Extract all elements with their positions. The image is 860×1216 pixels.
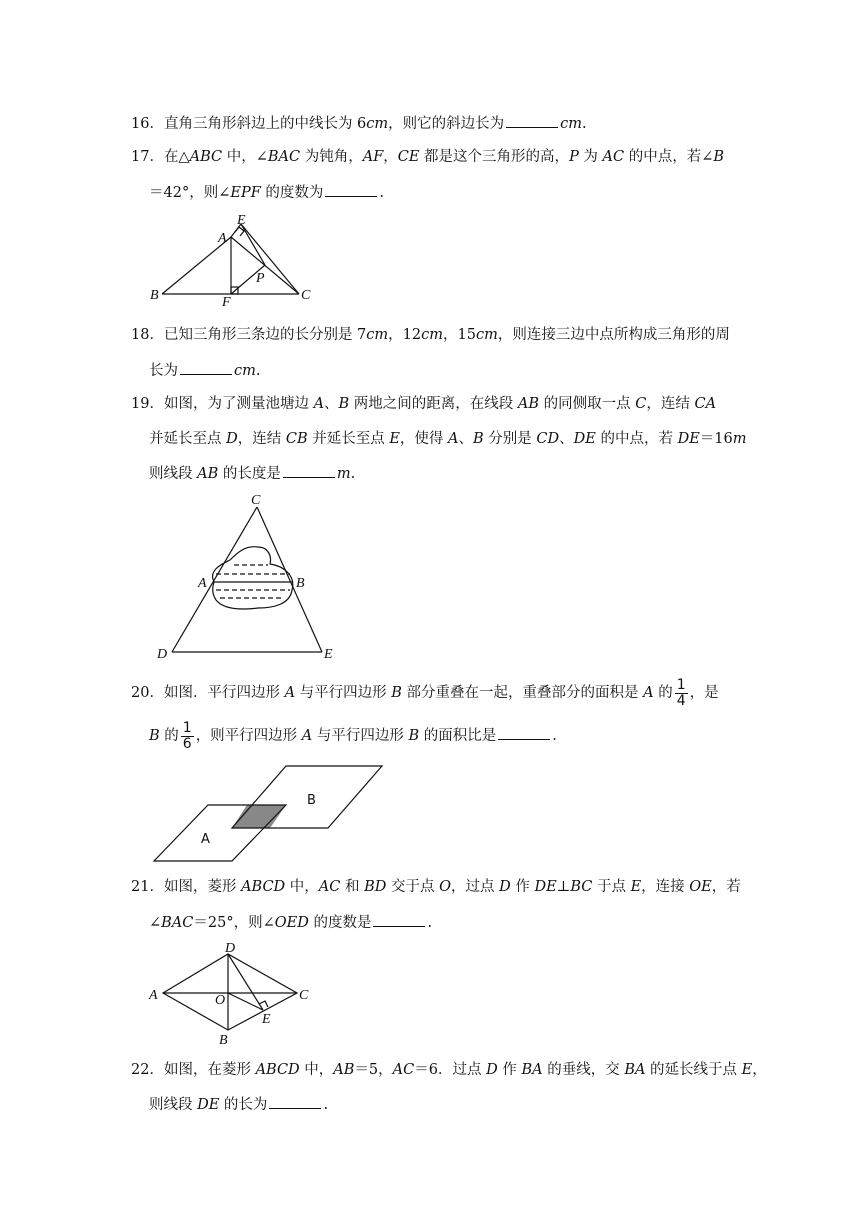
question-19-line-3 — [149, 463, 355, 484]
question-22-line-1 — [131, 1060, 767, 1080]
label-b: B — [296, 576, 305, 591]
q20-text: 20．如图．平行四边形 — [131, 685, 285, 701]
q21-text: 于点 — [592, 879, 631, 895]
q19-text: 并延长至点 — [149, 431, 227, 447]
var: CA — [694, 396, 717, 412]
numerator: 1 — [182, 719, 192, 736]
period: . — [427, 915, 433, 931]
q19-text: 的中点，若 — [595, 431, 678, 447]
var: DE — [534, 879, 557, 895]
unit-cm: cm — [421, 327, 443, 343]
var: B — [338, 396, 350, 412]
q20-text: 的 — [653, 685, 673, 701]
q19-text: 则线段 — [149, 466, 198, 482]
question-20-line-1 — [131, 676, 719, 710]
answer-blank[interactable] — [283, 463, 335, 478]
period: . — [582, 116, 587, 132]
var: A — [448, 431, 459, 447]
fraction-one-sixth — [181, 721, 194, 752]
q18-text: 18．已知三角形三条边的长分别是 7 — [131, 327, 367, 343]
var: D — [486, 1062, 498, 1078]
label-a: A — [198, 576, 207, 591]
denominator: 6 — [182, 735, 192, 752]
var: D — [499, 879, 511, 895]
q17-text: 的度数为 — [260, 185, 324, 201]
q19-text: 19．如图，为了测量池塘边 — [131, 396, 314, 412]
var: D — [226, 431, 238, 447]
label-b: B — [219, 1033, 228, 1048]
q22-text: 作 — [497, 1062, 522, 1078]
q22-text: ， — [752, 1062, 767, 1078]
q22-text: 的延长线于点 — [645, 1062, 742, 1078]
var: DE — [677, 431, 700, 447]
var: A — [284, 685, 296, 701]
answer-blank[interactable] — [325, 182, 377, 197]
denominator: 4 — [676, 692, 686, 709]
label-a: A — [218, 231, 227, 246]
unit-cm: cm — [234, 363, 256, 379]
q21-text: ＝25°，则∠ — [193, 915, 275, 931]
q19-text: ，使得 — [399, 431, 449, 447]
unit-cm: cm — [366, 116, 389, 132]
question-18-line-1 — [131, 325, 730, 345]
q19-text: 的长度是 — [218, 466, 281, 482]
q17-text: ， — [383, 149, 398, 165]
segment-cd — [172, 507, 257, 652]
q19-text: 、 — [324, 396, 339, 412]
question-18-line-2 — [149, 360, 260, 381]
question-16 — [131, 113, 587, 134]
var: E — [741, 1062, 753, 1078]
var: B — [391, 685, 402, 701]
label-a: A — [201, 832, 210, 847]
q20-text: ，则平行四边形 — [195, 728, 302, 744]
q17-text: 为 — [578, 149, 603, 165]
q22-text: 的长为 — [219, 1097, 268, 1113]
q17-triangle-figure — [145, 212, 320, 307]
q19-text: 的同侧取一点 — [539, 396, 636, 412]
label-b: B — [307, 793, 316, 808]
label-p: P — [256, 271, 265, 286]
question-21-line-1 — [131, 877, 741, 897]
var: BA — [624, 1062, 646, 1078]
label-c: C — [299, 988, 309, 1003]
label-d: D — [225, 941, 236, 956]
q22-text: 则线段 — [149, 1097, 198, 1113]
rhombus-abcd — [163, 954, 297, 1030]
q20-text: ，是 — [689, 685, 719, 701]
q21-text: ∠ — [149, 915, 162, 931]
pond-outline — [213, 547, 293, 609]
answer-blank[interactable] — [373, 912, 425, 927]
right-angle-mark-e — [235, 227, 244, 236]
var: B — [408, 728, 420, 744]
var: ABCD — [255, 1062, 300, 1078]
q21-text: 21．如图，菱形 — [131, 879, 242, 895]
question-22-line-2 — [149, 1094, 328, 1115]
var: O — [439, 879, 451, 895]
segment-ec — [241, 224, 299, 294]
q21-text: 作 — [510, 879, 535, 895]
label-e: E — [237, 213, 246, 228]
var: EPF — [230, 185, 261, 201]
label-f: F — [222, 295, 231, 307]
var: AB — [517, 396, 540, 412]
q19-text: 、 — [559, 431, 574, 447]
q22-text: 的垂线，交 — [542, 1062, 625, 1078]
q22-text: ＝6．过点 — [414, 1062, 487, 1078]
overlap-region — [232, 805, 286, 828]
var: C — [635, 396, 647, 412]
var: ABCD — [241, 879, 286, 895]
q20-text: 的 — [159, 728, 179, 744]
answer-blank[interactable] — [498, 725, 550, 740]
q20-parallelograms-figure — [150, 762, 390, 866]
var: BC — [570, 879, 593, 895]
q22-text: 22．如图，在菱形 — [131, 1062, 256, 1078]
q20-text: 的面积比是 — [419, 728, 497, 744]
question-19-line-1 — [131, 394, 716, 414]
question-17-line-2 — [149, 182, 384, 203]
var: CB — [285, 431, 308, 447]
var: E — [389, 431, 400, 447]
q17-text: 中，∠ — [222, 149, 268, 165]
q19-text: 、 — [458, 431, 474, 447]
label-c: C — [301, 288, 311, 303]
q22-text: 中， — [299, 1062, 334, 1078]
period: . — [350, 466, 356, 482]
q18-text: 长为 — [149, 363, 178, 379]
q19-text: 并延长至点 — [307, 431, 390, 447]
q21-text: ，连接 — [641, 879, 690, 895]
var: CD — [536, 431, 560, 447]
question-19-line-2 — [149, 429, 746, 449]
var: CE — [397, 149, 420, 165]
var: A — [301, 728, 313, 744]
q18-text: ，15 — [443, 327, 476, 343]
q16-text: 16．直角三角形斜边上的中线长为 6 — [131, 116, 367, 132]
period: . — [552, 728, 557, 744]
question-21-line-2 — [149, 912, 432, 933]
q21-text: 交于点 — [386, 879, 440, 895]
var: AC — [392, 1062, 415, 1078]
q21-text: ，过点 — [450, 879, 500, 895]
question-17-line-1 — [131, 147, 724, 167]
unit-cm: cm — [560, 116, 583, 132]
q19-text: 两地之间的距离，在线段 — [349, 396, 518, 412]
answer-blank[interactable] — [269, 1094, 321, 1109]
q20-text: 与平行四边形 — [295, 685, 392, 701]
var: BAC — [267, 149, 301, 165]
q21-text: 的度数是 — [308, 915, 372, 931]
answer-blank[interactable] — [180, 360, 232, 375]
answer-blank[interactable] — [506, 113, 558, 128]
q22-text: ＝5， — [354, 1062, 393, 1078]
question-20-line-2 — [149, 719, 557, 753]
unit-cm: cm — [366, 327, 389, 343]
q21-text: 中， — [285, 879, 319, 895]
var: BD — [364, 879, 387, 895]
label-e: E — [324, 647, 333, 662]
var: B — [713, 149, 725, 165]
fraction-one-quarter — [675, 678, 688, 709]
var: A — [313, 396, 325, 412]
var: ABC — [189, 149, 223, 165]
var: P — [569, 149, 579, 165]
q21-text: ⊥ — [556, 879, 571, 895]
var: AC — [602, 149, 625, 165]
label-c: C — [251, 493, 261, 508]
segment-ce — [257, 507, 322, 652]
segment-ep — [241, 224, 265, 265]
q19-text: ＝16 — [699, 431, 733, 447]
q21-text: 和 — [340, 879, 365, 895]
label-b: B — [150, 288, 159, 303]
q21-text: ，若 — [711, 879, 741, 895]
q20-text: 与平行四边形 — [312, 728, 409, 744]
period: . — [323, 1097, 329, 1113]
var: B — [149, 728, 160, 744]
var: A — [643, 685, 654, 701]
var: OED — [274, 915, 309, 931]
q18-text: ，12 — [388, 327, 422, 343]
var: DE — [573, 431, 596, 447]
q19-pond-figure — [150, 490, 350, 662]
var: E — [630, 879, 642, 895]
q21-rhombus-figure — [145, 938, 315, 1048]
var: BAC — [161, 915, 194, 931]
var: BA — [521, 1062, 543, 1078]
period: . — [255, 363, 261, 379]
var: AF — [362, 149, 384, 165]
var: OE — [689, 879, 712, 895]
var: AB — [333, 1062, 355, 1078]
q17-text: ＝42°，则∠ — [149, 185, 231, 201]
label-o: O — [215, 993, 226, 1008]
q17-text: 的中点，若∠ — [624, 149, 714, 165]
period: . — [379, 185, 384, 201]
unit-cm: cm — [475, 327, 498, 343]
label-d: D — [157, 647, 168, 662]
unit-m: m — [732, 431, 747, 447]
q17-text: 为钝角， — [300, 149, 363, 165]
q16-text-2: ，则它的斜边长为 — [388, 116, 505, 132]
q17-text: 17．在△ — [131, 149, 190, 165]
var: B — [473, 431, 484, 447]
label-a: A — [149, 988, 158, 1003]
numerator: 1 — [676, 676, 686, 693]
q18-text: ，则连接三边中点所构成三角形的周 — [497, 327, 730, 343]
var: AC — [318, 879, 341, 895]
q19-text: ，连结 — [646, 396, 695, 412]
q19-text: ，连结 — [237, 431, 286, 447]
unit-m: m — [336, 466, 351, 482]
q20-text: 部分重叠在一起，重叠部分的面积是 — [401, 685, 644, 701]
var: AB — [197, 466, 219, 482]
q19-text: 分别是 — [483, 431, 537, 447]
label-e: E — [262, 1012, 271, 1027]
var: DE — [197, 1097, 220, 1113]
q17-text: 都是这个三角形的高， — [419, 149, 570, 165]
